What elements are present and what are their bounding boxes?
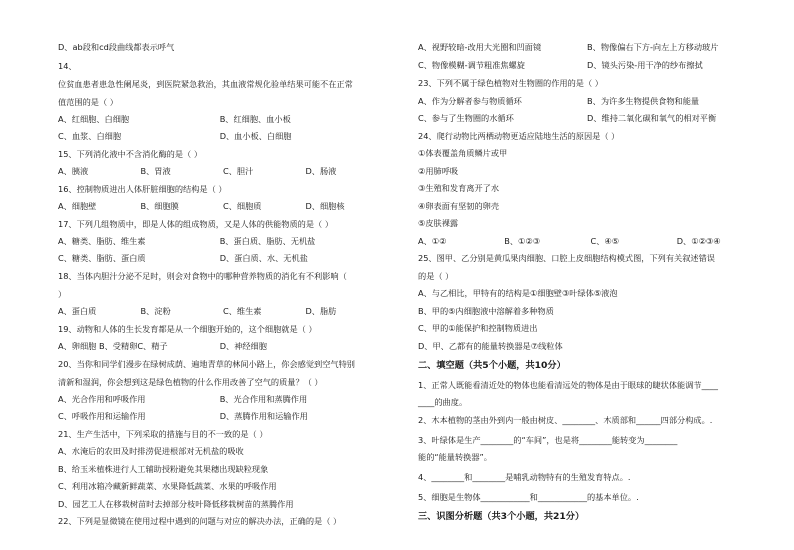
q15-stem: 15、下列消化液中不含消化酶的是（ ）: [58, 149, 203, 159]
section-diagram-title: 三、识图分析题（共3个小题，共21分）: [418, 511, 585, 522]
q17-option-d: D、蛋白质、水、无机盐: [219, 253, 308, 263]
q16-option-c: C、细胞质: [223, 201, 262, 211]
q23-option-b: B、为许多生物提供食物和能量: [587, 96, 700, 106]
q23-option-a: A、作为分解者参与物质循环: [418, 96, 522, 106]
q21-stem: 21、生产生活中，下列采取的措施与目的不一致的是（ ）: [58, 429, 268, 439]
q18-option-c: C、维生素: [223, 306, 262, 316]
q22-option-a: A、视野较暗-改用大光圈和凹面镜: [418, 42, 542, 52]
q14-option-a: A、红细胞、白细胞: [58, 114, 130, 124]
q23-stem: 23、下列不属于绿色植物对生物圈的作用的是（ ）: [418, 78, 603, 88]
q19-option-d: D、神经细胞: [219, 341, 267, 351]
q24-statement-4: ④卵表面有坚韧的卵壳: [418, 201, 500, 211]
q24-option-a: A、①②: [418, 236, 447, 246]
q20-stem: 20、当你和同学们漫步在绿树成荫、遍地青草的林间小路上，你会感觉到空气特别: [58, 359, 355, 369]
fill-4: 4、________和________是哺乳动物特有的生殖发育特点。.: [418, 472, 631, 482]
q17-stem: 17、下列几组物质中，即是人体的组成物质，又是人体的供能物质的是（ ）: [58, 219, 334, 229]
fill-1-cont: ____的曲度。: [418, 397, 468, 407]
q24-option-d: D、①②③④: [676, 236, 721, 246]
q19-stem: 19、动物和人体的生长发育都是从一个细胞开始的，这个细胞就是（ ）: [58, 324, 317, 334]
fill-1: 1、正常人既能看清近处的物体也能看清远处的物体是由于眼球的睫状体能调节____: [418, 380, 718, 390]
q18-option-a: A、蛋白质: [58, 306, 97, 316]
q14-option-b: B、红细胞、血小板: [219, 114, 291, 124]
q22-option-b: B、物像偏右下方-向左上方移动玻片: [587, 42, 719, 52]
q25-option-c: C、甲的①能保护和控制物质进出: [418, 323, 538, 333]
q20-option-c: C、呼吸作用和运输作用: [58, 411, 146, 421]
q18-option-d: D、脂肪: [305, 306, 337, 316]
q15-option-a: A、胰液: [58, 166, 89, 176]
q16-option-b: B、细胞膜: [140, 201, 179, 211]
q21-option-a: A、水淹后的农田及时排涝促进根部对无机盐的吸收: [58, 446, 244, 456]
q25-option-a: A、与乙相比，甲特有的结构是①细胞壁③叶绿体⑤液泡: [418, 288, 618, 298]
q23-option-d: D、维持二氧化碳和氧气的相对平衡: [587, 113, 717, 123]
q25-option-b: B、甲的⑤内细胞液中溶解着多种物质: [418, 306, 554, 316]
q24-statement-5: ⑤皮肤裸露: [418, 218, 459, 228]
q14-stem: 位贫血患者患急性阑尾炎，到医院紧急救治，其血液常规化验单结果可能不在正常: [58, 79, 353, 89]
q18-stem: 18、当体内胆汁分泌不足时，则会对食物中的哪种营养物质的消化有不利影响（: [58, 271, 347, 281]
q18-option-b: B、淀粉: [140, 306, 171, 316]
q15-option-c: C、胆汁: [223, 166, 254, 176]
fill-5: 5、细胞是生物体____________和____________的基本单位。.: [418, 492, 639, 502]
q19-option-abc: A、卵细胞 B、受精卵C、精子: [58, 341, 168, 351]
q13-option-d: D、ab段和cd段曲线都表示呼气: [58, 42, 175, 52]
q24-statement-3: ③生殖和发育离开了水: [418, 183, 500, 193]
q14-option-c: C、血浆、白细胞: [58, 131, 122, 141]
q16-option-d: D、细胞核: [305, 201, 345, 211]
q15-option-b: B、胃液: [140, 166, 171, 176]
q20-stem-cont: 清新和湿润，你会想到这是绿色植物的什么作用改善了空气的质量？（ ）: [58, 377, 323, 387]
q17-option-a: A、糖类、脂肪、维生素: [58, 236, 146, 246]
q24-option-c: C、④⑤: [590, 236, 620, 246]
q15-option-d: D、肠液: [305, 166, 337, 176]
q17-option-c: C、糖类、脂肪、蛋白质: [58, 253, 146, 263]
q17-option-b: B、蛋白质、脂肪、无机盐: [219, 236, 316, 246]
q18-stem-cont: ）: [58, 289, 67, 299]
fill-3-cont: 能的“能量转换器”。: [418, 452, 492, 462]
q21-option-b: B、给玉米植株进行人工辅助授粉避免其果穗出现缺粒现象: [58, 464, 269, 474]
q14-stem-cont: 值范围的是（ ）: [58, 97, 118, 107]
q24-stem: 24、爬行动物比两栖动物更适应陆地生活的原因是（ ）: [418, 131, 620, 141]
q22-stem: 22、下列是显微镜在使用过程中遇到的问题与对应的解决办法，正确的是（ ）: [58, 516, 342, 526]
q24-statement-2: ②用肺呼吸: [418, 166, 459, 176]
q22-option-d: D、镜头污染-用干净的纱布擦拭: [587, 60, 703, 70]
q21-option-c: C、利用冰箱冷藏新鲜蔬菜、水果降低蔬菜、水果的呼吸作用: [58, 481, 277, 491]
fill-3: 3、叶绿体是生产________的“车间”，也是将________能转变为________: [418, 435, 678, 445]
q24-statement-1: ①体表覆盖角质鳞片或甲: [418, 148, 508, 158]
q14-number: 14、: [58, 61, 77, 71]
q24-option-b: B、①②③: [504, 236, 541, 246]
q22-option-c: C、物像模糊-调节粗准焦螺旋: [418, 60, 525, 70]
q25-option-d: D、甲、乙都有的能量转换器是⑦线粒体: [418, 341, 563, 351]
q20-option-d: D、蒸腾作用和运输作用: [219, 411, 308, 421]
q16-stem: 16、控制物质进出人体肝脏细胞的结构是（ ）: [58, 184, 227, 194]
q20-option-b: B、光合作用和蒸腾作用: [219, 394, 308, 404]
q14-option-d: D、血小板、白细胞: [219, 131, 292, 141]
section-fill-in-title: 二、填空题（共5个小题，共10分）: [418, 360, 566, 371]
q25-stem-cont: 的是（ ）: [418, 271, 454, 281]
q25-stem: 25、图甲、乙分别是黄瓜果肉细胞、口腔上皮细胞结构模式图，下列有关叙述错误: [418, 253, 715, 263]
q21-option-d: D、园艺工人在移栽树苗时去掉部分枝叶降低移栽树苗的蒸腾作用: [58, 499, 294, 509]
fill-2: 2、木本植物的茎由外到内一般由树皮、________、木质部和______四部分构成。.: [418, 415, 713, 425]
q16-option-a: A、细胞壁: [58, 201, 97, 211]
q20-option-a: A、光合作用和呼吸作用: [58, 394, 146, 404]
q23-option-c: C、参与了生物圈的水循环: [418, 113, 514, 123]
